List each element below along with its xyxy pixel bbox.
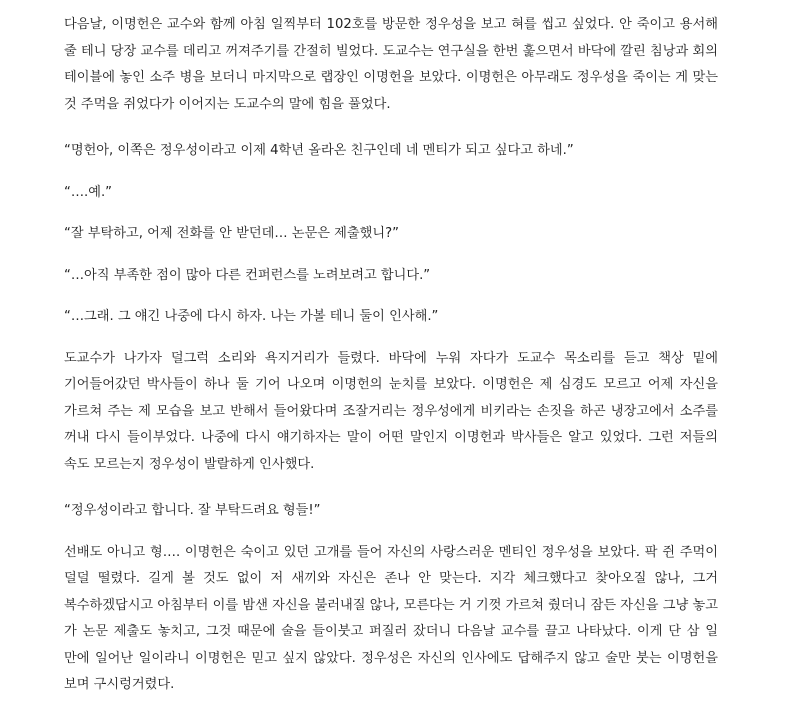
dialogue-line: “…그래. 그 얘긴 나중에 다시 하자. 나는 가볼 테니 둘이 인사해.” [64,309,439,324]
dialogue-line: “잘 부탁하고, 어제 전화를 안 받던데… 논문은 제출했니?” [64,226,399,241]
dialogue-line: “…아직 부족한 점이 많아 다른 컨퍼런스를 노려보려고 합니다.” [64,267,431,283]
dialogue-line: “….예.” [64,184,112,200]
narrative-paragraph: 선배도 아니고 형…. 이명헌은 숙이고 있던 고개를 들어 자신의 사랑스러운 멘티인 정우성을 보았다. 팍 쥔 주먹이 덜덜 떨렸다. 길게 볼 것도 없이 저 새끼와 자신은 존나 안 맞는다. 지각 체크했다고 찾아오질 않나, 그거 복수하겠답시고 아침부터 이를 밤샌 자신을 불러내질 않나, 모른다는 거 기껏 가르쳐 줬더니 잠든 자신을 그냥 놓고 가 논문 제출도 놓치고, 그것 때문에 술을 들이붓고 퍼질러 잤더니 다음날 교수를 끌고 나타났다. 이게 단 삼 일 만에 일어난 일이라니 이명헌은 믿고 싶지 않았다. 정우성은 자신의 인사에도 답해주지 않고 술만 붓는 이명헌을 보며 구시렁거렸다. [64,544,718,692]
narrative-paragraph: 도교수가 나가자 덜그럭 소리와 욕지거리가 들렸다. 바닥에 누워 자다가 도교수 목소리를 듣고 책상 밑에 기어들어갔던 박사들이 하나 둘 기어 나오며 이명헌의 눈치를 보았다. 이명헌은 제 심경도 모르고 어제 자신을 가르쳐 주는 제 모습을 보고 반해서 들어왔다며 조잘거리는 정우성에게 비키라는 손짓을 하곤 냉장고에서 소주를 꺼내 다시 들이부었다. 나중에 다시 얘기하자는 말이 어떤 말인지 이명헌과 박사들은 알고 있었다. 그런 저들의 속도 모르는지 정우성이 발랄하게 인사했다. [64,350,718,472]
dialogue-line: “명헌아, 이쪽은 정우성이라고 이제 4학년 올라온 친구인데 네 멘티가 되고 싶다고 하네.” [64,143,574,158]
narrative-paragraph: 다음날, 이명헌은 교수와 함께 아침 일찍부터 102호를 방문한 정우성을 보고 혀를 씹고 싶었다. 안 죽이고 용서해 줄 테니 당장 교수를 데리고 꺼져주기를 간절히 빌었다. 도교수는 연구실을 한번 훑으면서 바닥에 깔린 침낭과 회의 테이블에 놓인 소주 병을 보더니 마지막으로 랩장인 이명헌을 보았다. 이명헌은 아무래도 정우성을 죽이는 게 맞는 것 주먹을 쥐었다가 이어지는 도교수의 말에 힘을 풀었다. [64,17,718,112]
dialogue-line: “정우성이라고 합니다. 잘 부탁드려요 형들!” [64,503,321,518]
